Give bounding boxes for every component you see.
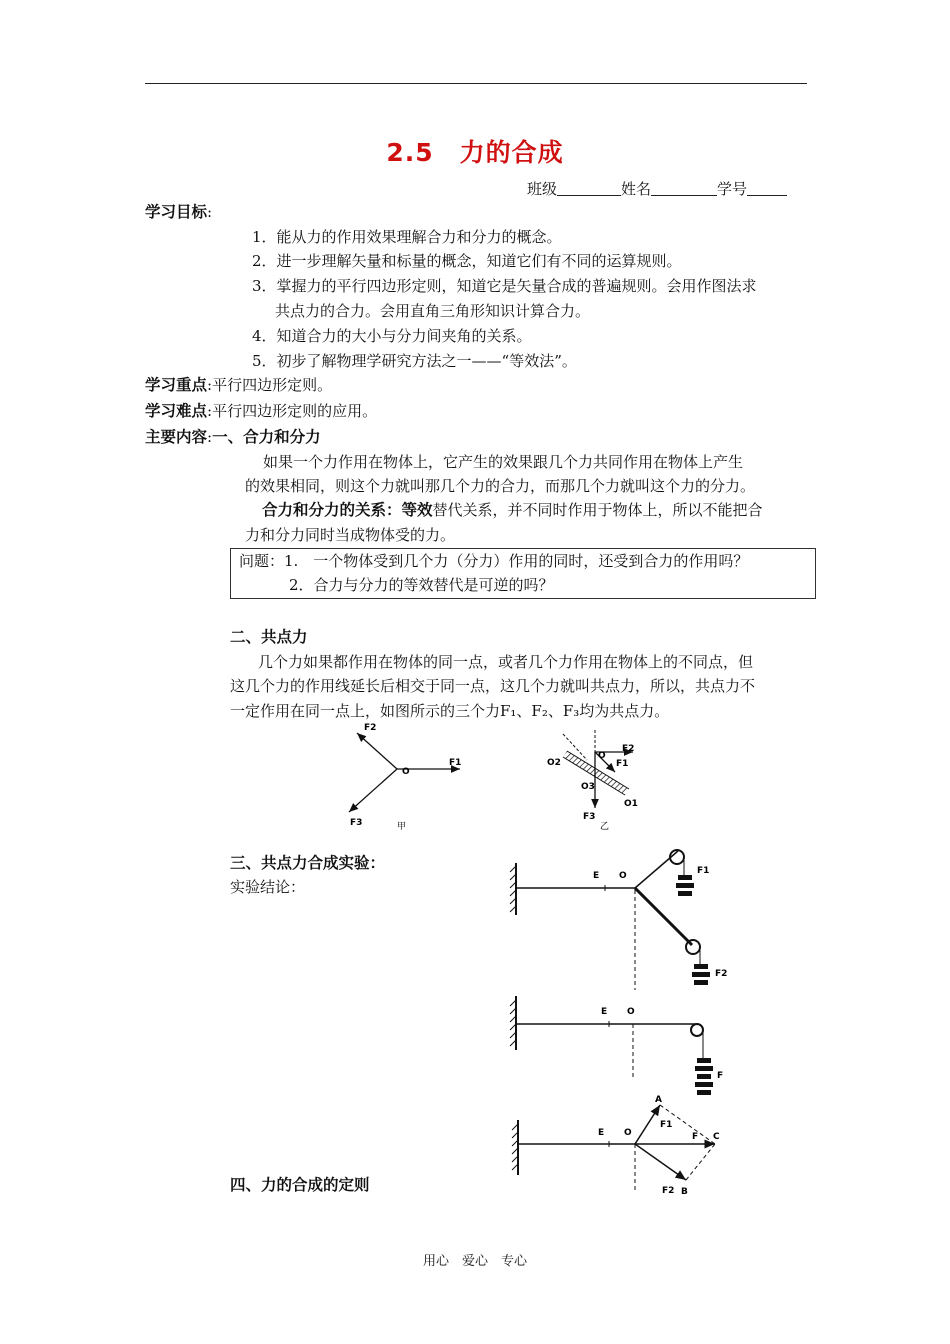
goal-item-3-cont: 共点力的合力。会用直角三角形知识计算合力。 [275, 302, 591, 320]
section3-sub: 实验结论： [230, 878, 306, 896]
footer: 用心 爱心 专心 [422, 1254, 527, 1269]
figure-left [349, 723, 461, 832]
label-o3: O3 [581, 782, 595, 792]
content-heading: 主要内容:一、合力和分力 [145, 428, 321, 446]
exp2-label-f: F [717, 1071, 724, 1081]
class-label: 班级 [527, 180, 558, 198]
exp1-label-e: E [593, 871, 600, 881]
exp2-label-e: E [601, 1007, 608, 1017]
exp3-label-f2: F2 [662, 1186, 675, 1196]
label-o1: O1 [624, 799, 638, 809]
force-f2-arrow [357, 733, 397, 769]
caption-jia: 甲 [397, 822, 407, 832]
exp2-label-o: O [627, 1007, 635, 1017]
caption-yi: 乙 [600, 822, 610, 832]
goal-item-4: 4．知道合力的大小与分力间夹角的关系。 [252, 327, 532, 345]
section1-line-1: 如果一个力作用在物体上，它产生的效果跟几个力共同作用在物体上产生 [263, 453, 744, 471]
section3-title: 三、共点力合成实验： [230, 854, 386, 872]
key-point: 学习重点:平行四边形定则。 [145, 376, 333, 394]
exp3-f2-arrow [635, 1144, 686, 1180]
exp3-f1-arrow [635, 1105, 660, 1144]
goals-heading: 学习目标: [145, 203, 213, 221]
question-1: 问题：1. 一个物体受到几个力（分力）作用的同时，还受到合力的作用吗？ [239, 552, 749, 570]
label-f2-b: F2 [622, 744, 635, 754]
exp1-label-f1: F1 [697, 866, 710, 876]
exp3-label-o: O [624, 1128, 632, 1138]
force-f3-arrow [349, 769, 397, 812]
relation-line: 合力和分力的关系：等效替代关系，并不同时作用于物体上，所以不能把合 [262, 501, 763, 519]
page-title: 2.5 力的合成 [386, 138, 564, 167]
section4-title: 四、力的合成的定则 [230, 1176, 370, 1194]
experiment-2 [510, 996, 723, 1095]
section2-line-3: 一定作用在同一点上，如图所示的三个力F₁、F₂、F₃均为共点力。 [230, 702, 670, 720]
section1-line-2: 的效果相同，则这个力就叫那几个力的合力，而那几个力就叫这个力的分力。 [245, 477, 756, 495]
section2-title: 二、共点力 [230, 628, 308, 646]
goal-item-3: 3．掌握力的平行四边形定则，知道它是矢量合成的普遍规则。会用作图法求 [252, 277, 757, 295]
label-o2: O2 [547, 758, 561, 768]
exp1-label-f2: F2 [715, 969, 728, 979]
figure-right [547, 730, 638, 832]
label-f1: F1 [449, 758, 462, 768]
goal-item-5: 5．初步了解物理学研究方法之一——“等效法”。 [252, 352, 577, 370]
exp3-label-c: C [713, 1132, 720, 1142]
exp3-label-e: E [598, 1128, 605, 1138]
name-label: 姓名 [621, 180, 652, 198]
difficulty: 学习难点:平行四边形定则的应用。 [145, 402, 378, 420]
experiment-3 [512, 1095, 720, 1197]
number-label: 学号 [717, 180, 748, 198]
label-o-b: O [598, 751, 606, 761]
goal-item-1: 1．能从力的作用效果理解合力和分力的概念。 [252, 228, 562, 246]
goal-item-2: 2．进一步理解矢量和标量的概念，知道它们有不同的运算规则。 [252, 252, 682, 270]
relation-line-2: 力和分力同时当成物体受的力。 [245, 526, 456, 544]
exp3-label-f1: F1 [660, 1120, 673, 1130]
experiment-1 [510, 850, 727, 990]
section2-line-1: 几个力如果都作用在物体的同一点，或者几个力作用在物体上的不同点，但 [258, 653, 754, 671]
label-f3: F3 [350, 818, 363, 828]
label-o: O [402, 767, 410, 777]
section2-line-2: 这几个力的作用线延长后相交于同一点，这几个力就叫共点力，所以，共点力不 [230, 677, 756, 695]
question-2: 2．合力与分力的等效替代是可逆的吗？ [289, 576, 554, 594]
label-f3-b: F3 [583, 812, 596, 822]
label-f1-b: F1 [616, 759, 629, 769]
exp3-label-b: B [681, 1187, 688, 1197]
exp3-label-a: A [655, 1095, 662, 1105]
exp1-label-o: O [619, 871, 627, 881]
exp3-label-f: F [692, 1132, 699, 1142]
label-f2: F2 [364, 723, 377, 733]
